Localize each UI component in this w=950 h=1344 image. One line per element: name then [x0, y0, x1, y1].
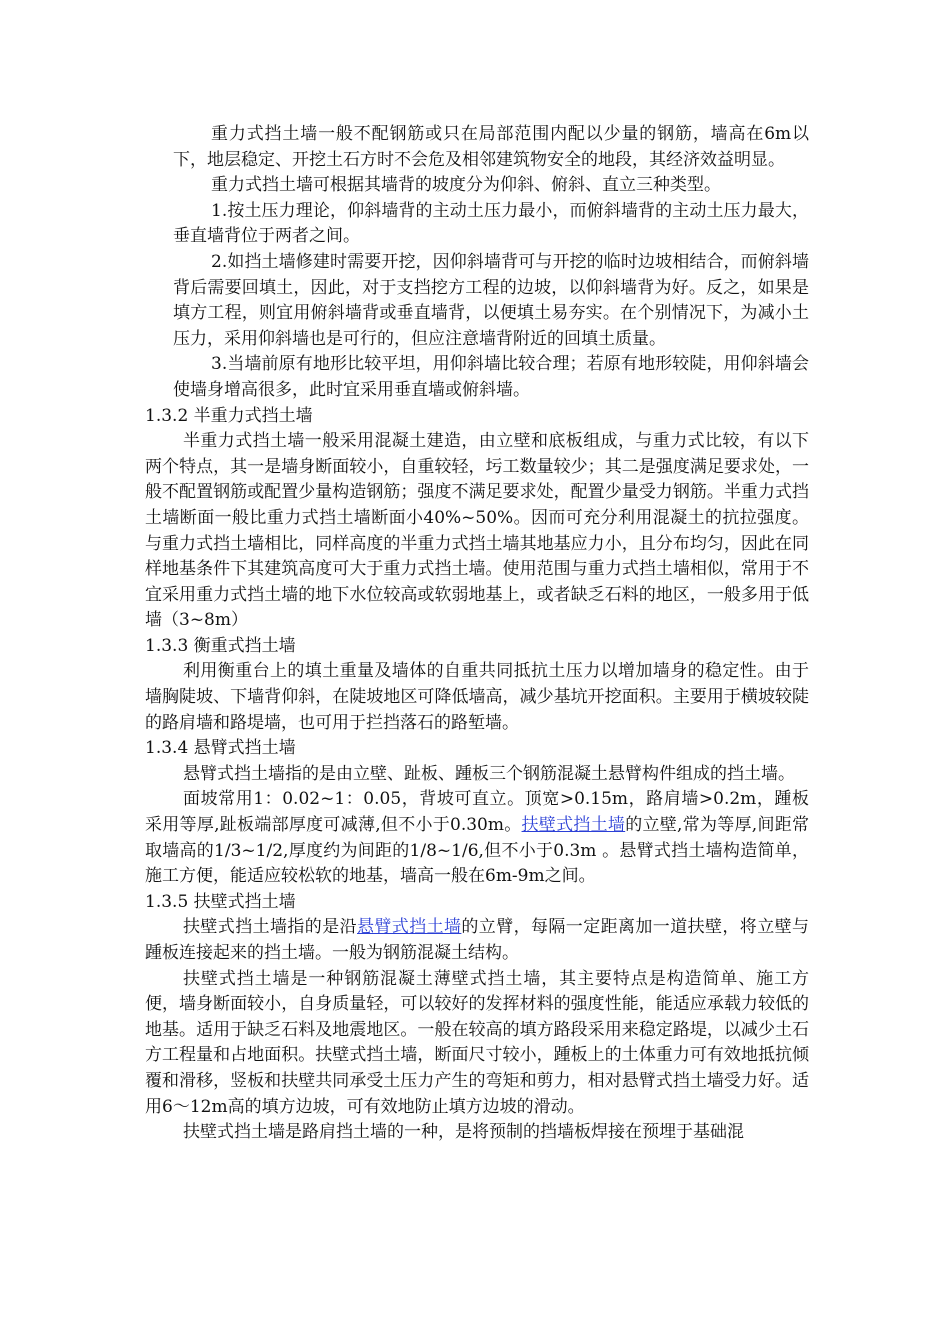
section-heading-1-3-3: 1.3.3 衡重式挡土墙	[145, 635, 296, 656]
paragraph-text: 扶壁式挡土墙指的是沿	[183, 917, 357, 938]
section-1-3-4-paragraph-1: 悬臂式挡土墙指的是由立壁、趾板、踵板三个钢筋混凝土悬臂构件组成的挡土墙。	[183, 763, 795, 784]
section-1-3-5-paragraph-1	[145, 915, 809, 966]
section-1-3-5-paragraph-2: 扶壁式挡土墙是一种钢筋混凝土薄壁式挡土墙，其主要特点是构造简单、施工方便，墙身断面较小，自身质量轻，可以较好的发挥材料的强度性能，能适应承载力较低的地基。适用于缺乏石料及地震地区。一般在较高的填方路段采用来稳定路堤，以减少土石方工程量和占地面积。扶壁式挡土墙，断面尺寸较小，踵板上的土体重力可有效地抵抗倾覆和滑移，竖板和扶壁共同承受土压力产生的弯矩和剪力，相对悬臂式挡土墙受力好。适用6～12m高的填方边坡，可有效地防止填方边坡的滑动。	[145, 968, 809, 1117]
intro-paragraph-5: 3.当墙前原有地形比较平坦，用仰斜墙比较合理；若原有地形较陡，用仰斜墙会使墙身增高很多，此时宜采用垂直墙或俯斜墙。	[173, 354, 809, 400]
intro-paragraph-3: 1.按土压力理论，仰斜墙背的主动土压力最小，而俯斜墙背的主动土压力最大，垂直墙背位于两者之间。	[173, 200, 809, 247]
section-heading-1-3-5: 1.3.5 扶壁式挡土墙	[145, 891, 296, 912]
section-heading-1-3-4: 1.3.4 悬臂式挡土墙	[145, 738, 296, 759]
section-1-3-2-paragraph: 半重力式挡土墙一般采用混凝土建造，由立壁和底板组成，与重力式比较，有以下两个特点，其一是墙身断面较小，自重较轻，圬工数量较少；其二是强度满足要求处，一般不配置钢筋或配置少量构造钢筋；强度不满足要求处，配置少量受力钢筋。半重力式挡土墙断面一般比重力式挡土墙断面小40%~50%。因而可充分利用混凝土的抗拉强度。与重力式挡土墙相比，同样高度的半重力式挡土墙其地基应力小，且分布均匀，因此在同样地基条件下其建筑高度可大于重力式挡土墙。使用范围与重力式挡土墙相似，常用于不宜采用重力式挡土墙的地下水位较高或软弱地基上，或者缺乏石料的地区，一般多用于低墙（3~8m）	[145, 431, 809, 631]
section-1-3-3-paragraph: 利用衡重台上的填土重量及墙体的自重共同抵抗土压力以增加墙身的稳定性。由于墙胸陡坡、下墙背仰斜，在陡坡地区可降低墙高，减少基坑开挖面积。主要用于横坡较陡的路肩墙和路堤墙，也可用于拦挡落石的路堑墙。	[145, 661, 809, 733]
buttress-wall-link[interactable]: 扶壁式挡土墙	[521, 815, 626, 836]
paragraph-text: 的立壁,常为等厚,间距常取墙高的1/3~1/2,厚度约为间距的1/8~1/6,但不小于0.3m 。悬臂式挡土墙构造简单，施工方便，能适应较松软的地基，墙高一般在6m-9m之间。	[145, 815, 810, 887]
document-body	[145, 122, 809, 1146]
paragraph-text: 的立臂，每隔一定距离加一道扶壁，将立壁与踵板连接起来的挡土墙。一般为钢筋混凝土结构。	[145, 917, 810, 963]
paragraph-text: 面坡常用1：0.02~1：0.05，背坡可直立。顶宽>0.15m，路肩墙>0.2m，踵板采用等厚,趾板端部厚度可减薄,但不小于0.30m。	[145, 789, 809, 836]
intro-paragraph-4: 2.如挡土墙修建时需要开挖，因仰斜墙背可与开挖的临时边坡相结合，而俯斜墙背后需要回填土，因此，对于支挡挖方工程的边坡，以仰斜墙背为好。反之，如果是填方工程，则宜用俯斜墙背或垂直墙背，以便填土易夯实。在个别情况下，为减小土压力，采用仰斜墙也是可行的，但应注意墙背附近的回填土质量。	[173, 251, 809, 349]
intro-paragraph-2: 重力式挡土墙可根据其墙背的坡度分为仰斜、俯斜、直立三种类型。	[211, 175, 721, 196]
cantilever-wall-link[interactable]: 悬臂式挡土墙	[357, 917, 462, 938]
section-1-3-4-paragraph-2	[145, 787, 809, 889]
intro-paragraph-1: 重力式挡土墙一般不配钢筋或只在局部范围内配以少量的钢筋，墙高在6m以下，地层稳定、开挖土石方时不会危及相邻建筑物安全的地段，其经济效益明显。	[173, 124, 809, 170]
section-heading-1-3-2: 1.3.2 半重力式挡土墙	[145, 405, 313, 426]
section-1-3-5-paragraph-3: 扶壁式挡土墙是路肩挡土墙的一种，是将预制的挡墙板焊接在预埋于基础混	[183, 1122, 744, 1143]
